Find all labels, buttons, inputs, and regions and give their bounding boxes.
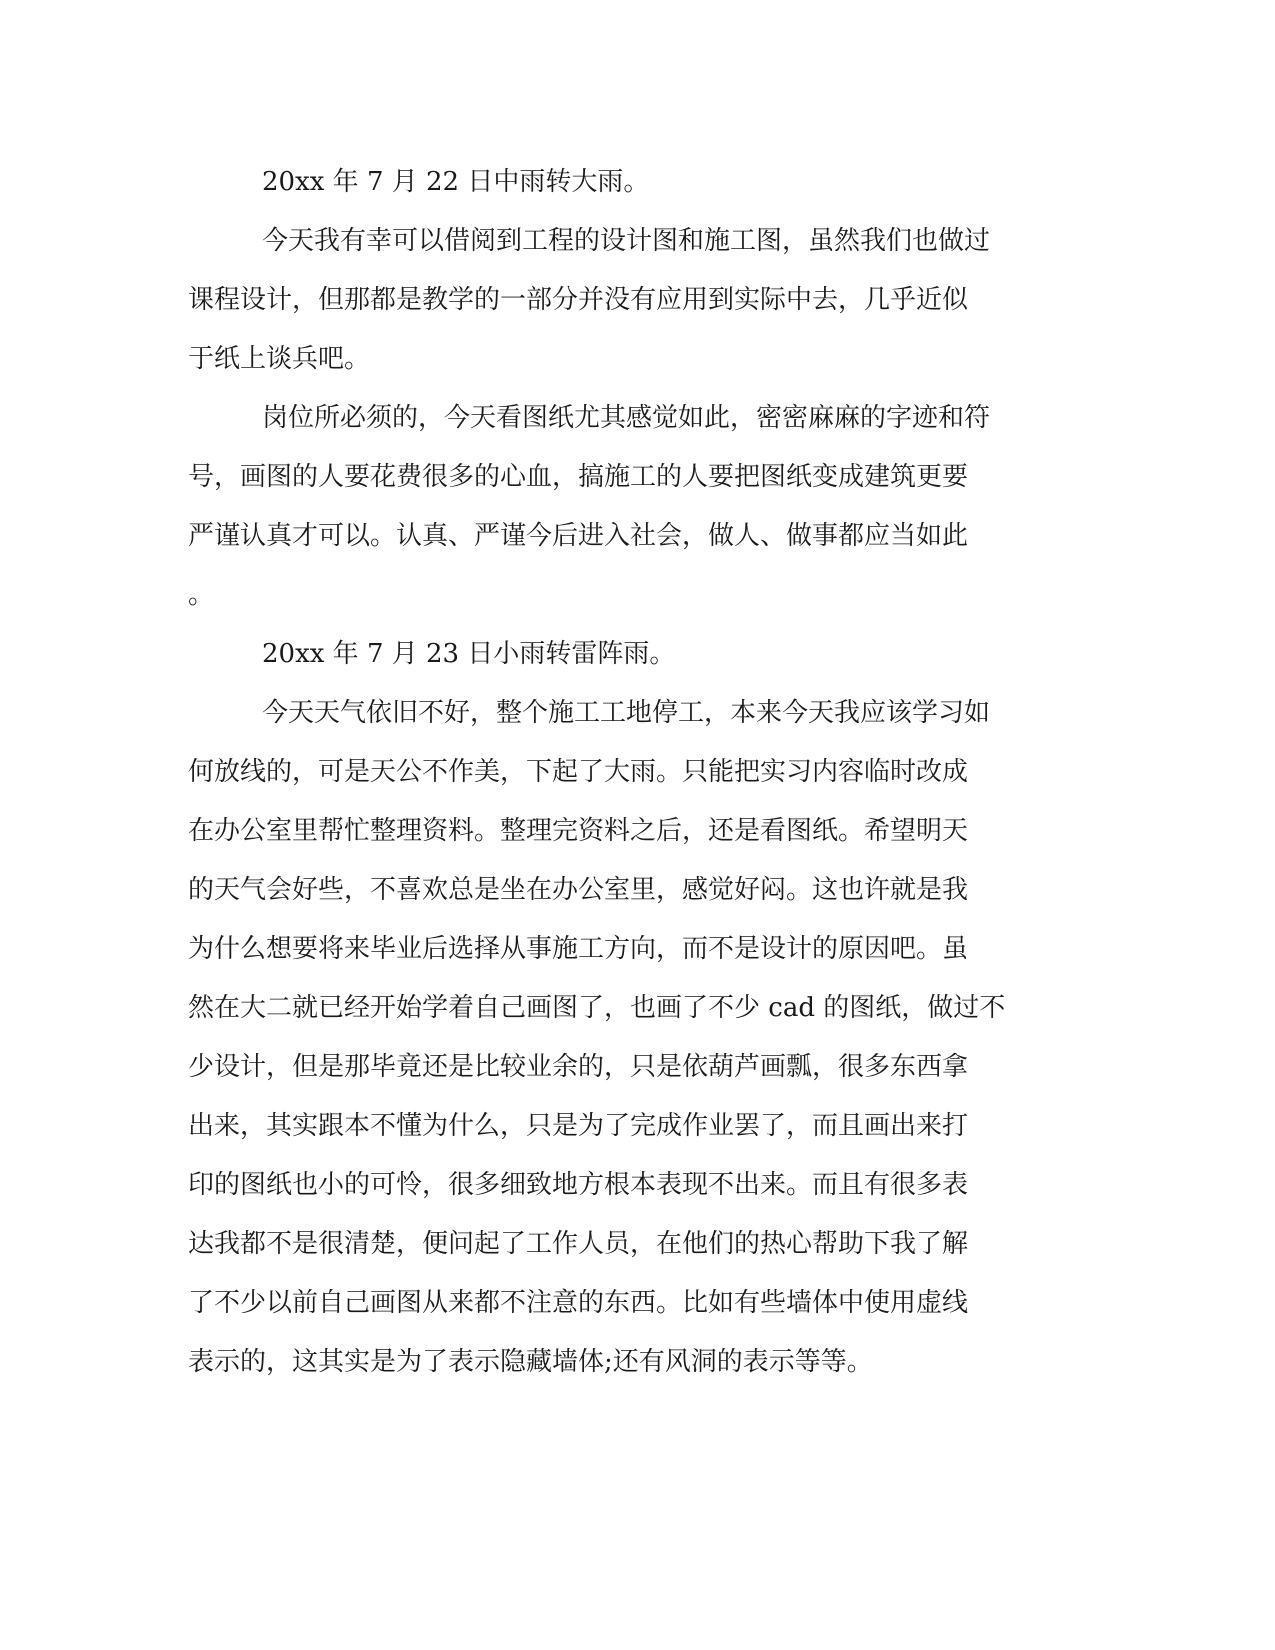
date-heading-2: 20xx 年 7 月 23 日小雨转雷阵雨。 xyxy=(262,639,676,669)
date-heading-1: 20xx 年 7 月 22 日中雨转大雨。 xyxy=(262,167,650,197)
paragraph-line: 今天我有幸可以借阅到工程的设计图和施工图，虽然我们也做过 xyxy=(262,226,991,256)
paragraph-line: 了不少以前自己画图从来都不注意的东西。比如有些墙体中使用虚线 xyxy=(188,1288,969,1318)
paragraph-line: 于纸上谈兵吧。 xyxy=(188,344,371,374)
paragraph-line: 少设计，但是那毕竟还是比较业余的，只是依葫芦画瓢，很多东西拿 xyxy=(188,1052,969,1082)
paragraph-line: 何放线的，可是天公不作美，下起了大雨。只能把实习内容临时改成 xyxy=(188,757,969,787)
paragraph-line: 为什么想要将来毕业后选择从事施工方向，而不是设计的原因吧。虽 xyxy=(188,934,969,964)
paragraph-line: 课程设计，但那都是教学的一部分并没有应用到实际中去，几乎近似 xyxy=(188,285,969,315)
paragraph-line: 岗位所必须的，今天看图纸尤其感觉如此，密密麻麻的字迹和符 xyxy=(262,403,991,433)
paragraph-line: 然在大二就已经开始学着自己画图了，也画了不少 cad 的图纸，做过不 xyxy=(188,993,1006,1023)
paragraph-line: 的天气会好些，不喜欢总是坐在办公室里，感觉好闷。这也许就是我 xyxy=(188,875,969,905)
paragraph-line: 印的图纸也小的可怜，很多细致地方根本表现不出来。而且有很多表 xyxy=(188,1170,969,1200)
paragraph-line: 在办公室里帮忙整理资料。整理完资料之后，还是看图纸。希望明天 xyxy=(188,816,969,846)
paragraph-line: 出来，其实跟本不懂为什么，只是为了完成作业罢了，而且画出来打 xyxy=(188,1111,969,1141)
paragraph-line: 今天天气依旧不好，整个施工工地停工，本来今天我应该学习如 xyxy=(262,698,991,728)
paragraph-line: 号，画图的人要花费很多的心血，搞施工的人要把图纸变成建筑更要 xyxy=(188,462,969,492)
paragraph-line: 达我都不是很清楚，便问起了工作人员，在他们的热心帮助下我了解 xyxy=(188,1229,969,1259)
paragraph-line: 严谨认真才可以。认真、严谨今后进入社会，做人、做事都应当如此 xyxy=(188,521,969,551)
paragraph-line: 表示的，这其实是为了表示隐藏墙体;还有风洞的表示等等。 xyxy=(188,1347,873,1377)
paragraph-line: 。 xyxy=(188,580,215,610)
